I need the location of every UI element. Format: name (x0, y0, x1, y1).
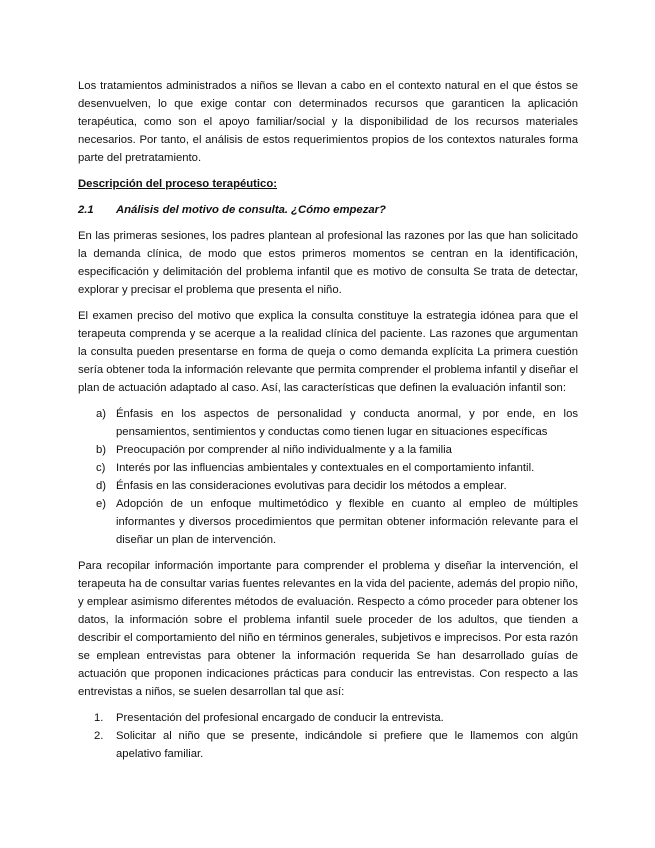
paragraph-consultation-exam: El examen preciso del motivo que explica la consulta constituye la estrategia idónea para que el terapeuta comprenda y se acerque a la realidad clínica del paciente. Las razones que argumentan la consulta pueden presentarse en forma de queja o como demanda explícita La primera cuestión sería obtener toda la información relevante que permita comprender el problema infantil y diseñar el plan de actuación adaptado al caso. Así, las características que definen la evaluación infantil son: (78, 310, 578, 394)
list-item-text: Énfasis en los aspectos de personalidad y conducta anormal, y por ende, en los pensamientos, sentimientos y conductas como tienen lugar en situaciones específicas (116, 408, 578, 438)
list-item (78, 441, 578, 459)
subsection-heading (78, 201, 578, 219)
list-item-text: Preocupación por comprender al niño individualmente y a la familia (116, 444, 452, 456)
list-item-text: Adopción de un enfoque multimetódico y flexible en cuanto al empleo de múltiples informantes y diversos procedimientos que permitan obtener información relevante para el diseñar un plan de intervención. (116, 498, 578, 546)
section-heading: Descripción del proceso terapéutico: (78, 178, 278, 190)
list-item-text: Solicitar al niño que se presente, indicándole si prefiere que le llamemos con algún apelativo familiar. (116, 730, 578, 760)
list-marker: e) (96, 498, 107, 510)
list-item (78, 405, 578, 441)
list-item (78, 477, 578, 495)
characteristics-list (78, 405, 578, 549)
paragraph-first-sessions: En las primeras sesiones, los padres plantean al profesional las razones por las que han solicitado la demanda clínica, de modo que estos primeros momentos se centran en la identificación, especificación y delimitación del problema infantil que es motivo de consulta Se trata de detectar, explorar y precisar el problema que presenta el niño. (78, 230, 578, 296)
subsection-number: 2.1 (78, 204, 94, 216)
list-item-text: Presentación del profesional encargado de conducir la entrevista. (116, 712, 444, 724)
list-marker: 1. (94, 712, 104, 724)
list-marker: 2. (94, 730, 104, 742)
interview-steps-list (78, 709, 578, 763)
intro-paragraph: Los tratamientos administrados a niños se llevan a cabo en el contexto natural en el que éstos se desenvuelven, lo que exige contar con determinados recursos que garanticen la aplicación terapéutica, como son el apoyo familiar/social y la disponibilidad de los recursos materiales necesarios. Por tanto, el análisis de estos requerimientos propios de los contextos naturales forma parte del pretratamiento. (78, 80, 578, 164)
list-item (78, 727, 578, 763)
list-item (78, 709, 578, 727)
list-marker: a) (96, 408, 107, 420)
list-item-text: Énfasis en las consideraciones evolutivas para decidir los métodos a emplear. (116, 480, 507, 492)
list-item (78, 495, 578, 549)
list-marker: c) (96, 462, 106, 474)
list-marker: b) (96, 444, 107, 456)
list-item-text: Interés por las influencias ambientales y contextuales en el comportamiento infantil. (116, 462, 535, 474)
subsection-title: Análisis del motivo de consulta. ¿Cómo empezar? (116, 204, 386, 216)
paragraph-information-gathering: Para recopilar información importante para comprender el problema y diseñar la intervención, el terapeuta ha de consultar varias fuentes relevantes en la vida del paciente, además del propio niño, y emplear asimismo diferentes métodos de evaluación. Respecto a cómo proceder para obtener los datos, la información sobre el problema infantil suele proceder de los adultos, que tienden a describir el comportamiento del niño en términos generales, subjetivos e imprecisos. Por esta razón se emplean entrevistas para obtener la información requerida Se han desarrollado guías de actuación que proponen indicaciones prácticas para conducir las entrevistas. Con respecto a las entrevistas a niños, se suelen desarrollan tal que así: (78, 560, 578, 698)
list-marker: d) (96, 480, 107, 492)
list-item (78, 459, 578, 477)
